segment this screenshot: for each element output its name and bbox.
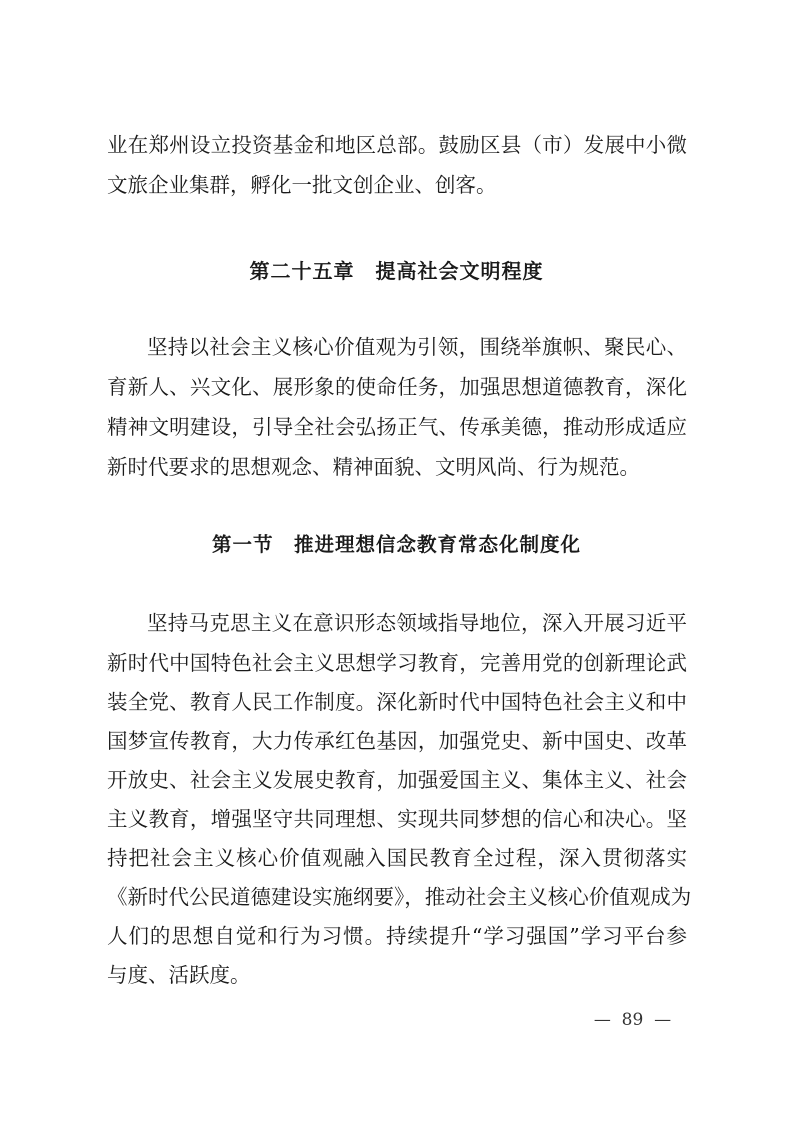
section-paragraph-line-1: 坚持马克思主义在意识形态领域指导地位，深入开展习近平 xyxy=(147,611,687,635)
intro-line-1: 业在郑州设立投资基金和地区总部。鼓励区县（市）发展中小微 xyxy=(107,133,687,157)
page-number: — 89 — xyxy=(593,1010,672,1030)
section-paragraph-line-9: 人们的思想自觉和行为习惯。持续提升“学习强国”学习平台参 xyxy=(107,924,687,948)
section-paragraph-line-7: 持把社会主义核心价值观融入国民教育全过程，深入贯彻落实 xyxy=(107,846,687,870)
section-paragraph-line-8: 《新时代公民道德建设实施纲要》，推动社会主义核心价值观成为 xyxy=(107,885,692,909)
chapter-paragraph-line-2: 育新人、兴文化、展形象的使命任务，加强思想道德教育，深化 xyxy=(107,375,687,399)
section-paragraph-line-2: 新时代中国特色社会主义思想学习教育，完善用党的创新理论武 xyxy=(107,651,687,675)
section-paragraph-line-5: 开放史、社会主义发展史教育，加强爱国主义、集体主义、社会 xyxy=(107,768,687,792)
section-paragraph-line-4: 国梦宣传教育，大力传承红色基因，加强党史、新中国史、改革 xyxy=(107,729,687,753)
chapter-paragraph-line-1: 坚持以社会主义核心价值观为引领，围绕举旗帜、聚民心、 xyxy=(147,335,687,359)
chapter-paragraph-line-3: 精神文明建设，引导全社会弘扬正气、传承美德，推动形成适应 xyxy=(107,415,687,439)
section-paragraph-line-3: 装全党、教育人民工作制度。深化新时代中国特色社会主义和中 xyxy=(107,690,687,714)
intro-line-2: 文旅企业集群，孵化一批文创企业、创客。 xyxy=(107,173,497,197)
section-paragraph-line-6: 主义教育，增强坚守共同理想、实现共同梦想的信心和决心。坚 xyxy=(107,807,687,831)
chapter-paragraph-line-4: 新时代要求的思想观念、精神面貌、文明风尚、行为规范。 xyxy=(107,455,640,479)
section-title: 第一节 推进理想信念教育常态化制度化 xyxy=(211,533,581,556)
chapter-title: 第二十五章 提高社会文明程度 xyxy=(249,259,544,283)
section-paragraph-line-10: 与度、活跃度。 xyxy=(107,963,251,987)
